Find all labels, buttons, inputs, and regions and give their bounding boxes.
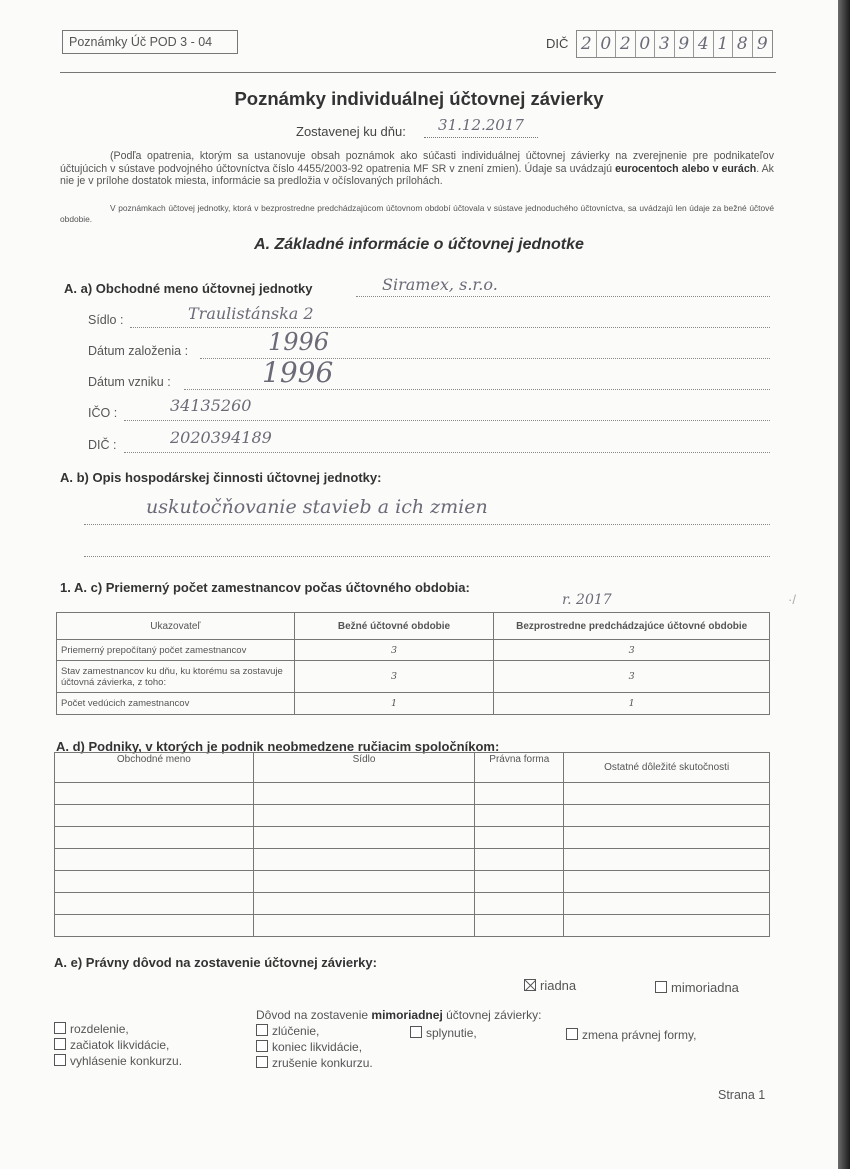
split-label: rozdelenie,: [70, 1022, 129, 1036]
extra-reason-label: [256, 1008, 542, 1022]
table-row: [57, 661, 770, 693]
liquidation-start-checkbox[interactable]: [54, 1038, 66, 1050]
option-bankruptcy[interactable]: [54, 1054, 182, 1068]
extraordinary-label: mimoriadna: [671, 980, 739, 995]
table-cell: [253, 827, 475, 849]
reason-title: A. e) Právny dôvod na zostavenie účtovnej závierky:: [54, 955, 377, 970]
page-number: Strana 1: [718, 1088, 766, 1102]
liquidation-start-label: začiatok likvidácie,: [70, 1038, 170, 1052]
header-dic-boxes: [576, 30, 773, 58]
company-name-line: [356, 296, 770, 297]
table-cell: 3: [294, 640, 494, 661]
employees-table: [56, 612, 770, 715]
dic-digit: 4: [694, 31, 714, 57]
option-split[interactable]: [54, 1022, 129, 1036]
extraordinary-option[interactable]: [655, 980, 739, 995]
split-checkbox[interactable]: [54, 1022, 66, 1034]
legal-form-change-label: zmena právnej formy,: [582, 1028, 697, 1042]
table-cell: [55, 783, 254, 805]
table-cell: [253, 805, 475, 827]
table-cell: [55, 805, 254, 827]
section-a-title: A. Základné informácie o účtovnej jednotke: [254, 236, 584, 253]
seat-value: Traulistánska 2: [188, 304, 314, 323]
merger-label: zlúčenie,: [272, 1024, 320, 1038]
table-header-row: [55, 753, 770, 783]
ico-value: 34135260: [170, 396, 252, 415]
table-cell: [564, 915, 770, 937]
header-dic-label: DIČ: [546, 36, 569, 51]
table-row: [55, 805, 770, 827]
scan-edge-shadow: [838, 0, 850, 1169]
partners-title: A. d) Podniky, v ktorých je podnik neobmedzene ručiacim spoločníkom:: [56, 739, 500, 754]
company-name-value: Siramex, s.r.o.: [382, 275, 498, 294]
option-fusion[interactable]: [410, 1026, 477, 1040]
table-cell: [253, 783, 475, 805]
table-cell: [564, 849, 770, 871]
table-header: Ukazovateľ: [57, 613, 295, 640]
ico-line: [124, 420, 770, 421]
table-cell: 3: [494, 661, 770, 693]
dic-digit: 3: [655, 31, 675, 57]
intro-text-end: . Ak nie je v prílohe dostatok miesta, informácie sa predložia v očíslovaných prílohách.: [60, 162, 774, 188]
table-cell: [564, 805, 770, 827]
table-cell: [55, 893, 254, 915]
ico-label: IČO :: [88, 406, 118, 420]
table-header: Ostatné dôležité skutočnosti: [564, 753, 770, 783]
activity-line-1: [84, 524, 770, 525]
dic-digit: 2: [616, 31, 636, 57]
liquidation-end-checkbox[interactable]: [256, 1040, 268, 1052]
table-cell: 1: [494, 693, 770, 715]
intro-paragraph: [60, 150, 774, 188]
document-title: Poznámky individuálnej účtovnej závierky: [234, 88, 604, 109]
extra-reason-text-end: účtovnej závierky:: [446, 1008, 542, 1022]
table-row: [57, 640, 770, 661]
table-cell: [475, 783, 564, 805]
company-dic-label: DIČ :: [88, 438, 117, 452]
table-cell: [55, 849, 254, 871]
origin-label: Dátum vzniku :: [88, 375, 171, 389]
dic-digit: 8: [733, 31, 753, 57]
margin-mark: ·/: [788, 592, 796, 607]
table-cell: [475, 893, 564, 915]
date-value: 31.12.2017: [424, 116, 538, 138]
option-legal-form-change[interactable]: [566, 1028, 697, 1042]
table-row: [55, 893, 770, 915]
table-cell: Priemerný prepočítaný počet zamestnancov: [57, 640, 295, 661]
table-cell: [55, 871, 254, 893]
table-cell: 3: [494, 640, 770, 661]
table-cell: [475, 849, 564, 871]
founded-value: 1996: [268, 328, 330, 356]
extra-reason-bold: mimoriadnej: [371, 1008, 443, 1022]
option-liquidation-end[interactable]: [256, 1040, 362, 1054]
dic-digit: 0: [636, 31, 656, 57]
table-row: [57, 693, 770, 715]
company-dic-value: 2020394189: [170, 428, 272, 447]
form-code: Poznámky Úč POD 3 - 04: [62, 30, 238, 54]
origin-line: [184, 389, 770, 390]
option-liquidation-start[interactable]: [54, 1038, 169, 1052]
origin-value: 1996: [262, 356, 334, 389]
table-cell: Stav zamestnancov ku dňu, ku ktorému sa zostavuje účtovná závierka, z toho:: [57, 661, 295, 693]
table-cell: [55, 915, 254, 937]
bankruptcy-checkbox[interactable]: [54, 1054, 66, 1066]
fusion-label: splynutie,: [426, 1026, 477, 1040]
table-header: Bežné účtovné obdobie: [294, 613, 494, 640]
seat-label: Sídlo :: [88, 313, 124, 327]
table-header: Sídlo: [253, 753, 475, 783]
table-cell: [564, 871, 770, 893]
option-bankruptcy-cancel[interactable]: [256, 1056, 373, 1070]
regular-checkbox[interactable]: [524, 979, 536, 991]
table-header-row: [57, 613, 770, 640]
seat-line: [130, 327, 770, 328]
fusion-checkbox[interactable]: [410, 1026, 422, 1038]
table-cell: [253, 871, 475, 893]
legal-form-change-checkbox[interactable]: [566, 1028, 578, 1040]
date-label: Zostavenej ku dňu:: [296, 124, 406, 139]
activity-line-2: [84, 556, 770, 557]
table-cell: [475, 871, 564, 893]
table-cell: [564, 893, 770, 915]
table-row: [55, 871, 770, 893]
table-header: Právna forma: [475, 753, 564, 783]
liquidation-end-label: koniec likvidácie,: [272, 1040, 363, 1054]
merger-checkbox[interactable]: [256, 1024, 268, 1036]
table-row: [55, 915, 770, 937]
table-cell: 1: [294, 693, 494, 715]
dic-digit: 1: [714, 31, 734, 57]
dic-digit: 2: [577, 31, 597, 57]
founded-label: Dátum založenia :: [88, 344, 189, 358]
option-merger[interactable]: [256, 1024, 319, 1038]
table-cell: [253, 849, 475, 871]
bankruptcy-cancel-label: zrušenie konkurzu.: [272, 1056, 373, 1070]
table-cell: [475, 915, 564, 937]
regular-option[interactable]: [524, 978, 576, 993]
intro-text: (Podľa opatrenia, ktorým sa ustanovuje obsah poznámok ako súčasti individuálnej účtovnej závierky na zverejnenie pre podnikateľov účtujúcich v sústave podvojného účtovníctva číslo 4455/2003-92 opatrenia MF SR v znení zmien). Údaje sa uvádzajú: [60, 150, 774, 175]
bankruptcy-label: vyhlásenie konkurzu.: [70, 1054, 183, 1068]
table-row: [55, 783, 770, 805]
table-row: [55, 849, 770, 871]
dic-digit: 0: [597, 31, 617, 57]
table-cell: 3: [294, 661, 494, 693]
table-cell: [564, 827, 770, 849]
intro-bold: eurocentoch alebo v eurách: [615, 162, 757, 175]
table-header: Bezprostredne predchádzajúce účtovné obdobie: [494, 613, 770, 640]
intro-note: V poznámkach účtovej jednotky, ktorá v bezprostredne predchádzajúcom účtovnom období účtovala v sústave jednoduchého účtovníctva, sa uvádzajú len údaje za bežné účtové obdobie.: [60, 203, 774, 224]
bankruptcy-cancel-checkbox[interactable]: [256, 1056, 268, 1068]
table-cell: [253, 915, 475, 937]
dic-digit: 9: [675, 31, 695, 57]
regular-label: riadna: [540, 978, 577, 993]
partners-table: [54, 752, 770, 937]
header-divider: [60, 72, 776, 73]
extraordinary-checkbox[interactable]: [655, 981, 667, 993]
table-header: Obchodné meno: [55, 753, 254, 783]
table-cell: Počet vedúcich zamestnancov: [57, 693, 295, 715]
table-cell: [253, 893, 475, 915]
dic-digit: 9: [756, 34, 768, 54]
activity-label: A. b) Opis hospodárskej činnosti účtovnej jednotky:: [60, 470, 382, 485]
company-dic-line: [124, 452, 770, 453]
table-cell: [55, 827, 254, 849]
table-row: [55, 827, 770, 849]
activity-value: uskutočňovanie stavieb a ich zmien: [146, 496, 488, 518]
company-name-label: A. a) Obchodné meno účtovnej jednotky: [64, 281, 313, 296]
employees-title: 1. A. c) Priemerný počet zamestnancov počas účtovného obdobia:: [60, 580, 470, 595]
table-cell: [475, 805, 564, 827]
extra-reason-text: Dôvod na zostavenie: [256, 1008, 369, 1022]
employees-year-note: r. 2017: [562, 592, 612, 608]
table-cell: [475, 827, 564, 849]
table-cell: [564, 783, 770, 805]
